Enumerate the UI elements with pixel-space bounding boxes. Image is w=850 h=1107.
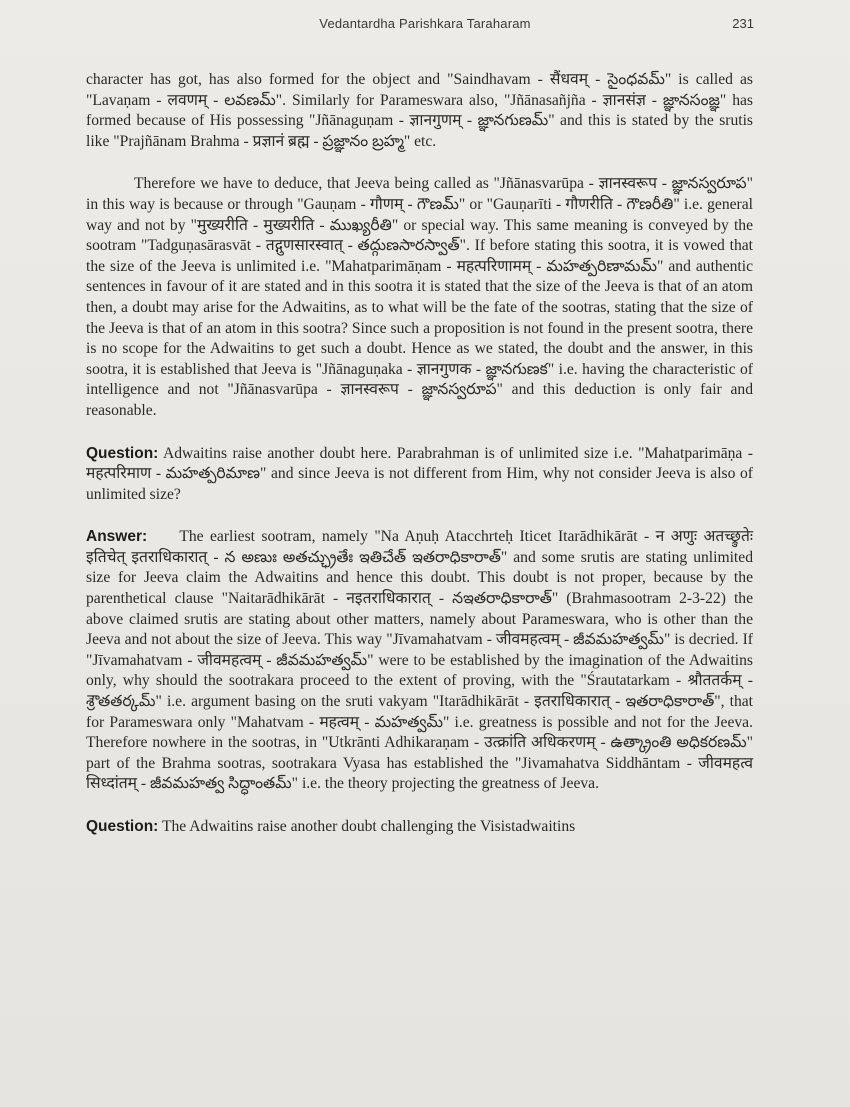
paragraph-continuation [86, 70, 753, 152]
page-header [0, 16, 850, 38]
answer-block [86, 527, 753, 795]
running-title: Vedantardha Parishkara Taraharam [319, 16, 531, 31]
question-text: Adwaitins raise another doubt here. Parabrahman is of unlimited size i.e. "Mahatparimāṇa - महत्परिमाण - మహత్పరిమాణ" and since Jeeva is not different from Him, why not consider Jeeva is also of unlimited size? [86, 444, 753, 503]
paragraph-text: character has got, has also formed for the object and "Saindhavam - सैंधवम् - సైంధవమ్" is called as "Lavaṇam - लवणम् - లవణమ్". Similarly for Parameswara also, "Jñānasañjña - ज्ञानसंज्ञ - జ్ఞానసంజ్ఞ" has formed because of His possessing "Jñānaguṇam - ज्ञानगुणम् - జ్ఞానగుణమ్" and this is stated by the srutis like "Prajñānam Brahma - प्रज्ञानं ब्रह्म - ప్రజ్ఞానం బ్రహ్మ" etc. [86, 71, 753, 150]
question-text: The Adwaitins raise another doubt challenging the Visistadwaitins [161, 818, 576, 835]
body-text [86, 70, 753, 838]
page-number: 231 [732, 16, 754, 31]
answer-text: The earliest sootram, namely "Na Aṇuḥ Atacchrteḥ Iticet Itarādhikārāt - न अणुः अतच्छ्रुतेः इतिचेत् इतराधिकारात् - న అణుః అతచ్ఛ్రుతేః ఇతిచేత్ ఇతరాధికారాత్" and some srutis are stating unlimited size for Jeeva claim the Adwaitins and hence this doubt. This doubt is not proper, because by the parenthetical clause "Naitarādhikārāt - नइतराधिकारात् - నఇతరాధికారాత్" (Brahmasootram 2-3-22) the above claimed srutis are stating about other matters, namely about Parameswara, who is other than the Jeeva and not about the size of Jeeva. This way "Jīvamahatvam - जीवमहत्वम् - జీవమహత్వమ్" is decried. If "Jīvamahatvam - जीवमहत्वम् - జీవమహత్వమ్" were to be established by the imagination of the Adwaitins only, why should the sootrakara proceed to the extent of proving, with the "Śrautatarkam - श्रौततर्कम् - శ్రౌతతర్కమ్" i.e. argument basing on the sruti vakyam "Itarādhikārāt - इतराधिकारात् - ఇతరాధికారాత్", that for Parameswara only "Mahatvam - महत्वम् - మహత్వమ్" i.e. greatness is possible and not for the Jeeva. Therefore nowhere in the sootras, in "Utkrānti Adhikaraṇam - उत्क्रांति अधिकरणम् - ఉత్క్రాంతి అధికరణమ్" part of the Brahma sootras, sootrakara Vyasa has established the "Jivamahatva Siddhāntam - जीवमहत्व सिध्दांतम् - జీవమహత్వ సిద్ధాంతమ్" i.e. the theory projecting the greatness of Jeeva. [86, 528, 753, 793]
question-block [86, 817, 753, 838]
paragraph-deduction [86, 174, 753, 421]
paragraph-text: Therefore we have to deduce, that Jeeva being called as "Jñānasvarūpa - ज्ञानस्वरूप - జ్ఞానస్వరూప" in this way is because or through "Gauṇam - गौणम् - గౌణమ్" or "Gauṇarīti - गौणरीति - గౌణరీతి" i.e. general way and not by "मुख्यरीति - मुख्यरीति - ముఖ్యరీతి" or special way. This same meaning is conveyed by the sootram "Tadguṇasārasvāt - तद्गुणसारस्वात् - తద్గుణసారస్వాత్". If before stating this sootra, it is vowed that the size of the Jeeva is unlimited i.e. "Mahatparimāṇam - महत्परिणामम् - మహత్పరిణామమ్" and authentic sentences in favour of it are stated and in this sootra it is stated that the size of the Jeeva is that of an atom then, a doubt may arise for the Adwaitins, as to what will be the fate of the sootras, stating that the size of the Jeeva is that of an atom in this sootra? Since such a proposition is not found in the present sootra, there is no scope for the Adwaitins to get such a doubt. Hence as we stated, the doubt and the answer, in this sootra, it is established that Jeeva is "Jñānaguṇaka - ज्ञानगुणक - జ్ఞానగుణక" i.e. having the characteristic of intelligence and not "Jñānasvarūpa - ज्ञानस्वरूप - జ్ఞానస్వరూప" and this deduction is only fair and reasonable. [86, 175, 753, 419]
question-label: Question: [86, 444, 159, 462]
answer-label: Answer: [86, 528, 148, 546]
question-block [86, 444, 753, 506]
question-label: Question: [86, 818, 159, 835]
